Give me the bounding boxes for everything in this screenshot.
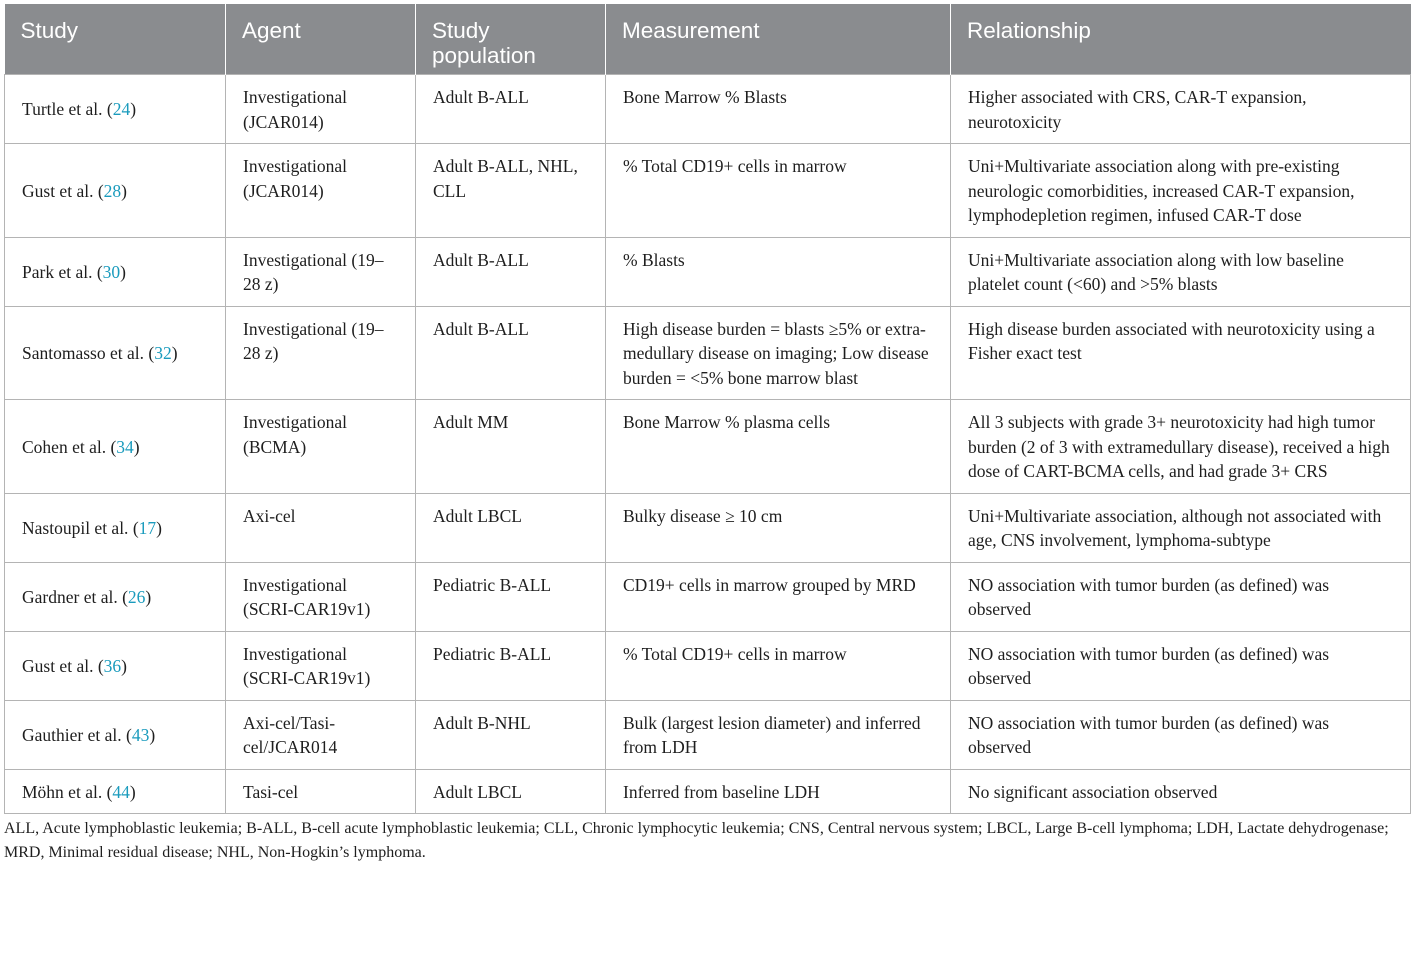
table-row	[5, 562, 1411, 631]
header-row	[5, 4, 1411, 75]
reference-link[interactable]: 43	[131, 724, 150, 745]
table-row	[5, 769, 1411, 814]
population-cell: Adult B-ALL	[416, 306, 606, 400]
study-name: Gauthier et al.	[22, 724, 122, 745]
study-name: Gust et al.	[22, 655, 94, 676]
relationship-cell: Uni+Multivariate association, although not associated with age, CNS involvement, lymphoma-subtype	[951, 493, 1411, 562]
relationship-cell: Higher associated with CRS, CAR-T expansion, neurotoxicity	[951, 75, 1411, 144]
table-row	[5, 306, 1411, 400]
table-row	[5, 144, 1411, 238]
study-name: Nastoupil et al.	[22, 517, 129, 538]
agent-cell: Investigational (SCRI-CAR19v1)	[226, 631, 416, 700]
agent-cell: Axi-cel	[226, 493, 416, 562]
measurement-cell: % Total CD19+ cells in marrow	[606, 144, 951, 238]
population-cell: Adult B-NHL	[416, 700, 606, 769]
reference-link[interactable]: 26	[127, 586, 146, 607]
relationship-cell: NO association with tumor burden (as defined) was observed	[951, 631, 1411, 700]
table-row	[5, 493, 1411, 562]
measurement-cell: High disease burden = blasts ≥5% or extra-medullary disease on imaging; Low disease burden = <5% bone marrow blast	[606, 306, 951, 400]
measurement-cell: Bone Marrow % Blasts	[606, 75, 951, 144]
table-row	[5, 700, 1411, 769]
study-name: Cohen et al.	[22, 436, 107, 457]
study-cell: Möhn et al. (44)	[5, 769, 226, 814]
table-footnote: ALL, Acute lymphoblastic leukemia; B-ALL, B-cell acute lymphoblastic leukemia; CLL, Chronic lymphocytic leukemia; CNS, Central nervous system; LBCL, Large B-cell lymphoma; LDH, Lactate dehydrogenase; MRD, Minimal residual disease; NHL, Non-Hogkin’s lymphoma.	[4, 820, 1389, 861]
study-name: Möhn et al.	[22, 781, 103, 802]
table-row	[5, 631, 1411, 700]
relationship-cell: No significant association observed	[951, 769, 1411, 814]
relationship-cell: NO association with tumor burden (as defined) was observed	[951, 562, 1411, 631]
agent-cell: Investigational (19–28 z)	[226, 306, 416, 400]
header-study-population: Study population	[416, 4, 606, 75]
table-header	[5, 4, 1411, 75]
population-cell: Adult B-ALL, NHL, CLL	[416, 144, 606, 238]
measurement-cell: % Blasts	[606, 237, 951, 306]
reference-link[interactable]: 28	[103, 180, 122, 201]
population-cell: Pediatric B-ALL	[416, 562, 606, 631]
study-cell: Cohen et al. (34)	[5, 400, 226, 494]
agent-cell: Investigational (JCAR014)	[226, 144, 416, 238]
reference-link[interactable]: 24	[112, 99, 131, 120]
study-name: Gust et al.	[22, 180, 94, 201]
measurement-cell: CD19+ cells in marrow grouped by MRD	[606, 562, 951, 631]
reference-link[interactable]: 36	[103, 655, 122, 676]
agent-cell: Investigational (SCRI-CAR19v1)	[226, 562, 416, 631]
study-cell: Gauthier et al. (43)	[5, 700, 226, 769]
header-relationship: Relationship	[951, 4, 1411, 75]
agent-cell: Tasi-cel	[226, 769, 416, 814]
population-cell: Adult B-ALL	[416, 237, 606, 306]
header-measurement: Measurement	[606, 4, 951, 75]
study-cell: Turtle et al. (24)	[5, 75, 226, 144]
agent-cell: Investigational (19–28 z)	[226, 237, 416, 306]
population-cell: Adult MM	[416, 400, 606, 494]
relationship-cell: NO association with tumor burden (as defined) was observed	[951, 700, 1411, 769]
population-cell: Adult LBCL	[416, 493, 606, 562]
measurement-cell: Bulky disease ≥ 10 cm	[606, 493, 951, 562]
tumor-burden-table	[4, 4, 1411, 814]
measurement-cell: Inferred from baseline LDH	[606, 769, 951, 814]
study-cell: Gust et al. (36)	[5, 631, 226, 700]
relationship-cell: Uni+Multivariate association along with low baseline platelet count (<60) and >5% blasts	[951, 237, 1411, 306]
reference-link[interactable]: 34	[116, 436, 134, 457]
measurement-cell: % Total CD19+ cells in marrow	[606, 631, 951, 700]
agent-cell: Investigational (BCMA)	[226, 400, 416, 494]
table-row	[5, 400, 1411, 494]
header-study: Study	[5, 4, 226, 75]
measurement-cell: Bulk (largest lesion diameter) and inferred from LDH	[606, 700, 951, 769]
table-row	[5, 237, 1411, 306]
reference-link[interactable]: 30	[102, 261, 121, 282]
study-name: Park et al.	[22, 261, 93, 282]
relationship-cell: All 3 subjects with grade 3+ neurotoxicity had high tumor burden (2 of 3 with extramedullary disease), received a high dose of CART-BCMA cells, and had grade 3+ CRS	[951, 400, 1411, 494]
study-cell: Gust et al. (28)	[5, 144, 226, 238]
reference-link[interactable]: 44	[112, 781, 130, 802]
study-cell: Gardner et al. (26)	[5, 562, 226, 631]
relationship-cell: High disease burden associated with neurotoxicity using a Fisher exact test	[951, 306, 1411, 400]
reference-link[interactable]: 32	[154, 343, 172, 363]
population-cell: Pediatric B-ALL	[416, 631, 606, 700]
measurement-cell: Bone Marrow % plasma cells	[606, 400, 951, 494]
study-name: Turtle et al.	[22, 99, 103, 120]
table-row	[5, 75, 1411, 144]
population-cell: Adult B-ALL	[416, 75, 606, 144]
agent-cell: Axi-cel/Tasi-cel/JCAR014	[226, 700, 416, 769]
study-cell: Nastoupil et al. (17)	[5, 493, 226, 562]
reference-link[interactable]: 17	[138, 517, 157, 538]
study-cell: Park et al. (30)	[5, 237, 226, 306]
relationship-cell: Uni+Multivariate association along with pre-existing neurologic comorbidities, increased CAR-T expansion, lymphodepletion regimen, infused CAR-T dose	[951, 144, 1411, 238]
agent-cell: Investigational (JCAR014)	[226, 75, 416, 144]
population-cell: Adult LBCL	[416, 769, 606, 814]
study-name: Santomasso et al.	[22, 343, 144, 363]
table-body	[5, 75, 1411, 814]
header-agent: Agent	[226, 4, 416, 75]
study-cell: Santomasso et al. (32)	[5, 306, 226, 400]
study-name: Gardner et al.	[22, 586, 118, 607]
table-container	[4, 4, 1410, 865]
